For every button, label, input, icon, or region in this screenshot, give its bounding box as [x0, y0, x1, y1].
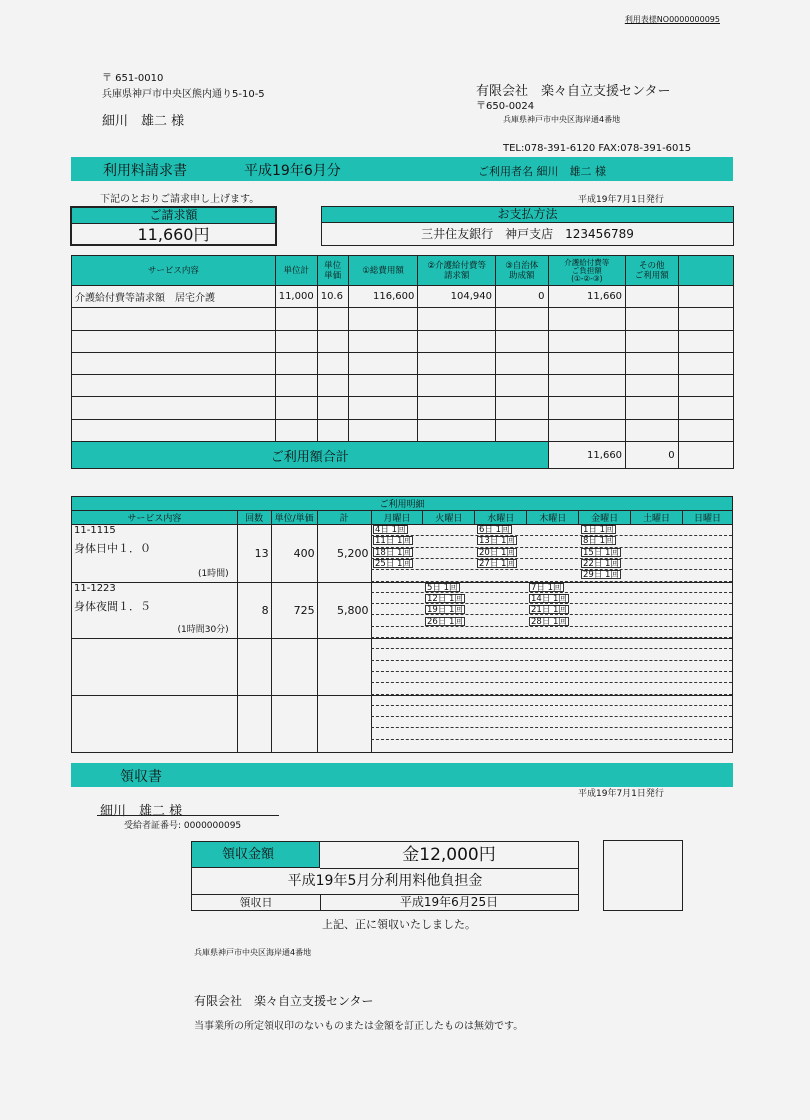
item2-total: 5,800 [317, 583, 371, 639]
detail-header-sun: 日曜日 [682, 511, 732, 525]
detail-header-service: サービス内容 [72, 511, 238, 525]
header-other: その他 ご利用額 [626, 256, 679, 286]
mon-day-cell: 11日 1回 [375, 536, 411, 547]
item1-count: 13 [237, 525, 271, 583]
calendar-gridline [371, 705, 732, 706]
receipt-date: 平成19年6月25日 [399, 895, 499, 909]
fri-day-cell: 15日 1回 [583, 547, 619, 558]
fri-day-cell: 8日 1回 [583, 536, 614, 547]
row-service: 介護給付費等請求額 居宅介護 [72, 286, 276, 308]
header-burden: 介護給付費等 ご負担額 (①-②-③) [548, 256, 626, 286]
thu-day-cell: 7日 1回 [531, 582, 562, 593]
company-address: 兵庫県神戸市中央区海岸通4番地 [503, 115, 621, 124]
thu-day-cell: 28日 1回 [531, 616, 567, 627]
row-subsidy: 0 [496, 286, 549, 308]
tue-day-cell: 12日 1回 [427, 593, 463, 604]
detail-header-wed: 水曜日 [475, 511, 527, 525]
calendar-gridline [371, 739, 732, 740]
calendar-gridline [371, 716, 732, 717]
calendar-gridline [371, 581, 732, 582]
recipient-postal: 〒 651-0010 [102, 73, 164, 84]
receipt-name: 細川 雄二 様 [100, 804, 183, 819]
tue-day-cell: 19日 1回 [427, 605, 463, 616]
item1-duration: (1時間) [197, 569, 229, 579]
receipt-amount-label: 領収金額 [192, 842, 320, 868]
receipt-company: 有限会社 楽々自立支援センター [194, 994, 374, 1008]
calendar-gridline [371, 671, 732, 672]
calendar-gridline [371, 637, 732, 638]
stamp-box [603, 840, 683, 911]
detail-header-count: 回数 [237, 511, 271, 525]
receipt-date-label: 領収日 [192, 894, 321, 911]
calendar-grid [71, 524, 733, 752]
mon-day-cell: 18日 1回 [375, 547, 411, 558]
row-total-cost: 116,600 [348, 286, 418, 308]
item1-name: 身体日中１．０ [74, 542, 151, 555]
item1-unit: 400 [271, 525, 317, 583]
company-tel: TEL:078-391-6120 FAX:078-391-6015 [503, 143, 692, 154]
detail-header-total: 計 [317, 511, 371, 525]
mon-day-cell: 4日 1回 [375, 525, 406, 535]
receipt-title: 領収書 [120, 769, 162, 785]
receipt-name-underline [97, 815, 279, 816]
table-row [72, 286, 734, 308]
billing-label: ご請求額 [72, 208, 275, 224]
receipt-desc: 平成19年5月分利用料他負担金 [192, 868, 578, 895]
payment-box [321, 206, 734, 246]
row-unit-price: 10.6 [317, 286, 348, 308]
recipient-name: 細川 雄二 様 [102, 114, 185, 129]
invoice-issue-date: 平成19年7月1日発行 [578, 195, 664, 205]
invoice-title: 利用料請求書 [103, 163, 187, 179]
total-other: 0 [626, 442, 679, 469]
total-label: ご利用額合計 [72, 442, 549, 469]
header-unit-price: 単位 単価 [317, 256, 348, 286]
total-value: 11,660 [548, 442, 626, 469]
row-other [626, 286, 679, 308]
invoice-note: 下記のとおりご請求申し上げます。 [100, 194, 260, 205]
thu-day-cell: 14日 1回 [531, 593, 567, 604]
header-blank [678, 256, 733, 286]
wed-day-cell: 6日 1回 [479, 525, 510, 535]
billing-box [70, 206, 277, 246]
header-total-cost: ①総費用額 [348, 256, 418, 286]
row-claim: 104,940 [418, 286, 496, 308]
detail-header-thu: 木曜日 [527, 511, 579, 525]
calendar-gridline [371, 682, 732, 683]
company-name: 有限会社 楽々自立支援センター [476, 84, 671, 99]
payment-value: 三井住友銀行 神戸支店 123456789 [421, 227, 634, 241]
receipt-confirm: 上記、正に領収いたしました。 [322, 918, 476, 931]
calendar-gridline [371, 547, 732, 548]
calendar-gridline [371, 558, 732, 559]
invoice-period: 平成19年6月分 [244, 163, 341, 179]
item1-code: 11-1115 [74, 525, 116, 536]
fri-day-cell: 22日 1回 [583, 558, 619, 569]
item2-name: 身体夜間１．５ [74, 600, 151, 613]
payment-label: お支払方法 [322, 207, 733, 223]
calendar-gridline [371, 569, 732, 570]
item2-unit: 725 [271, 583, 317, 639]
wed-day-cell: 20日 1回 [479, 547, 515, 558]
document-number: 利用表様NO0000000095 [624, 15, 720, 24]
calendar-gridline [371, 660, 732, 661]
detail-header-unit: 単位/単価 [271, 511, 317, 525]
invoice-user: ご利用者名 細川 雄二 様 [478, 165, 606, 178]
detail-header-sat: 土曜日 [631, 511, 683, 525]
tue-day-cell: 5日 1回 [427, 582, 458, 593]
header-claim: ②介護給付費等 請求額 [418, 256, 496, 286]
tue-day-cell: 26日 1回 [427, 616, 463, 627]
detail-header-mon: 月曜日 [371, 511, 423, 525]
calendar-gridline [371, 648, 732, 649]
detail-header-fri: 金曜日 [579, 511, 631, 525]
service-table [71, 255, 734, 469]
calendar-gridline [371, 694, 732, 695]
mon-day-cell: 25日 1回 [375, 558, 411, 569]
recipient-address: 兵庫県神戸市中央区熊内通り5-10-5 [102, 89, 265, 100]
item1-total: 5,200 [317, 525, 371, 583]
item2-code: 11-1223 [74, 583, 116, 594]
detail-title: ご利用明細 [72, 497, 733, 511]
wed-day-cell: 27日 1回 [479, 558, 515, 569]
billing-amount: 11,660円 [137, 225, 210, 244]
header-service: サービス内容 [72, 256, 276, 286]
receipt-address: 兵庫県神戸市中央区海岸通4番地 [194, 948, 312, 957]
item2-duration: (1時間30分) [177, 625, 229, 635]
receipt-issue-date: 平成19年7月1日発行 [578, 789, 664, 799]
header-unit-total: 単位計 [275, 256, 317, 286]
receipt-notice: 当事業所の所定領収印のないものまたは金額を訂正したものは無効です。 [194, 1021, 524, 1032]
fri-day-cell: 1日 1回 [583, 525, 614, 535]
receipt-cert: 受給者証番号: 0000000095 [124, 821, 242, 831]
calendar-gridline [371, 535, 732, 536]
fri-day-cell: 29日 1回 [583, 570, 619, 581]
receipt-box [191, 841, 579, 911]
company-postal: 〒650-0024 [476, 101, 535, 112]
calendar-gridline [371, 727, 732, 728]
thu-day-cell: 21日 1回 [531, 605, 567, 616]
wed-day-cell: 13日 1回 [479, 536, 515, 547]
item2-count: 8 [237, 583, 271, 639]
receipt-title-bar [71, 763, 733, 787]
row-burden: 11,660 [548, 286, 626, 308]
detail-header-tue: 火曜日 [423, 511, 475, 525]
header-subsidy: ③自治体 助成額 [496, 256, 549, 286]
row-unit-total: 11,000 [275, 286, 317, 308]
receipt-amount: 金12,000円 [320, 842, 578, 869]
